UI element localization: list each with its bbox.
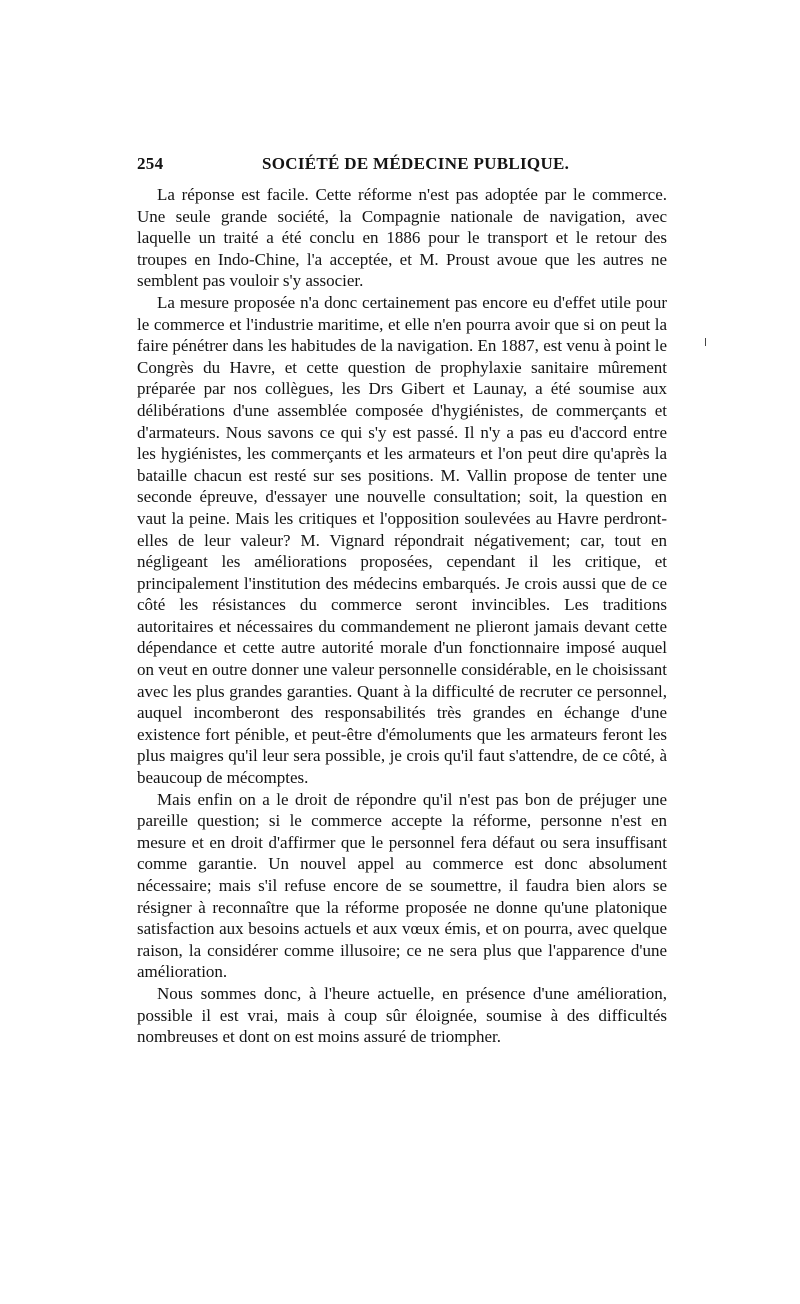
page-number: 254 (137, 154, 164, 173)
paragraph: La réponse est facile. Cette réforme n'est pas adoptée par le commerce. Une seule grande société, la Compagnie nationale de navigation, avec laquelle un traité a été conclu en 1886 pour le transport et le retour des troupes en Indo-Chine, l'a acceptée, et M. Proust avoue que les autres ne semblent pas vouloir s'y associer. (137, 185, 667, 291)
paragraph: Mais enfin on a le droit de répondre qu'il n'est pas bon de préjuger une pareille question; si le commerce accepte la réforme, personne n'est en mesure et en droit d'affirmer que le personnel fera défaut ou sera insuffisant comme garantie. Un nouvel appel au commerce est donc absolument nécessaire; mais s'il refuse encore de se soumettre, il faudra bien alors se résigner à reconnaître que la réforme proposée ne donne qu'une platonique satisfaction aux besoins actuels et aux vœux émis, et on pourra, avec quelque raison, la considérer comme illusoire; ce ne sera plus que l'apparence d'une amélioration. (137, 789, 667, 982)
paragraph: La mesure proposée n'a donc certainement pas encore eu d'effet utile pour le commerce et l'industrie maritime, et elle n'en pourra avoir que si on peut la faire pénétrer dans les habitudes de la navigation. En 1887, est venu à point le Congrès du Havre, et cette question de prophylaxie sanitaire mûrement préparée par nos collègues, les Drs Gibert et Launay, a été soumise aux délibérations d'une assemblée composée d'hygiénistes, de commerçants et d'armateurs. Nous savons ce qui s'y est passé. Il n'y a pas eu d'accord entre les hygiénistes, les commerçants et les armateurs et l'on peut dire qu'après la bataille chacun est resté sur ses positions. M. Vallin propose de tenter une seconde épreuve, d'essayer une nouvelle consultation; soit, la question en vaut la peine. Mais les critiques et l'opposition soulevées au Havre perdront-elles de leur valeur? M. Vignard répondrait négativement; car, tout en négligeant les améliorations proposées, cependant il les critique, et principalement l'institution des médecins embarqués. Je crois aussi que de ce côté les résistances du commerce seront invincibles. Les traditions autoritaires et nécessaires du commandement ne plieront jamais devant cette dépendance et cette autre autorité morale d'un fonctionnaire imposé auquel on veut en outre donner une valeur personnelle considérable, en le choisissant avec les plus grandes garanties. Quant à la difficulté de recruter ce personnel, auquel incomberont des responsabilités très grandes en échange d'une existence fort pénible, et peut-être d'émoluments que les armateurs feront les plus maigres qu'il leur sera possible, je crois qu'il faut s'attendre, de ce côté, à beaucoup de mécomptes. (137, 292, 667, 788)
running-title: SOCIÉTÉ DE MÉDECINE PUBLIQUE. (262, 154, 570, 173)
paragraph: Nous sommes donc, à l'heure actuelle, en présence d'une amélioration, possible il est vrai, mais à coup sûr éloignée, soumise à des difficultés nombreuses et dont on est moins assuré de triompher. (137, 983, 667, 1047)
running-header (137, 152, 667, 182)
margin-tick-mark (705, 338, 706, 346)
book-page (137, 152, 667, 1048)
body-text (137, 184, 667, 1048)
